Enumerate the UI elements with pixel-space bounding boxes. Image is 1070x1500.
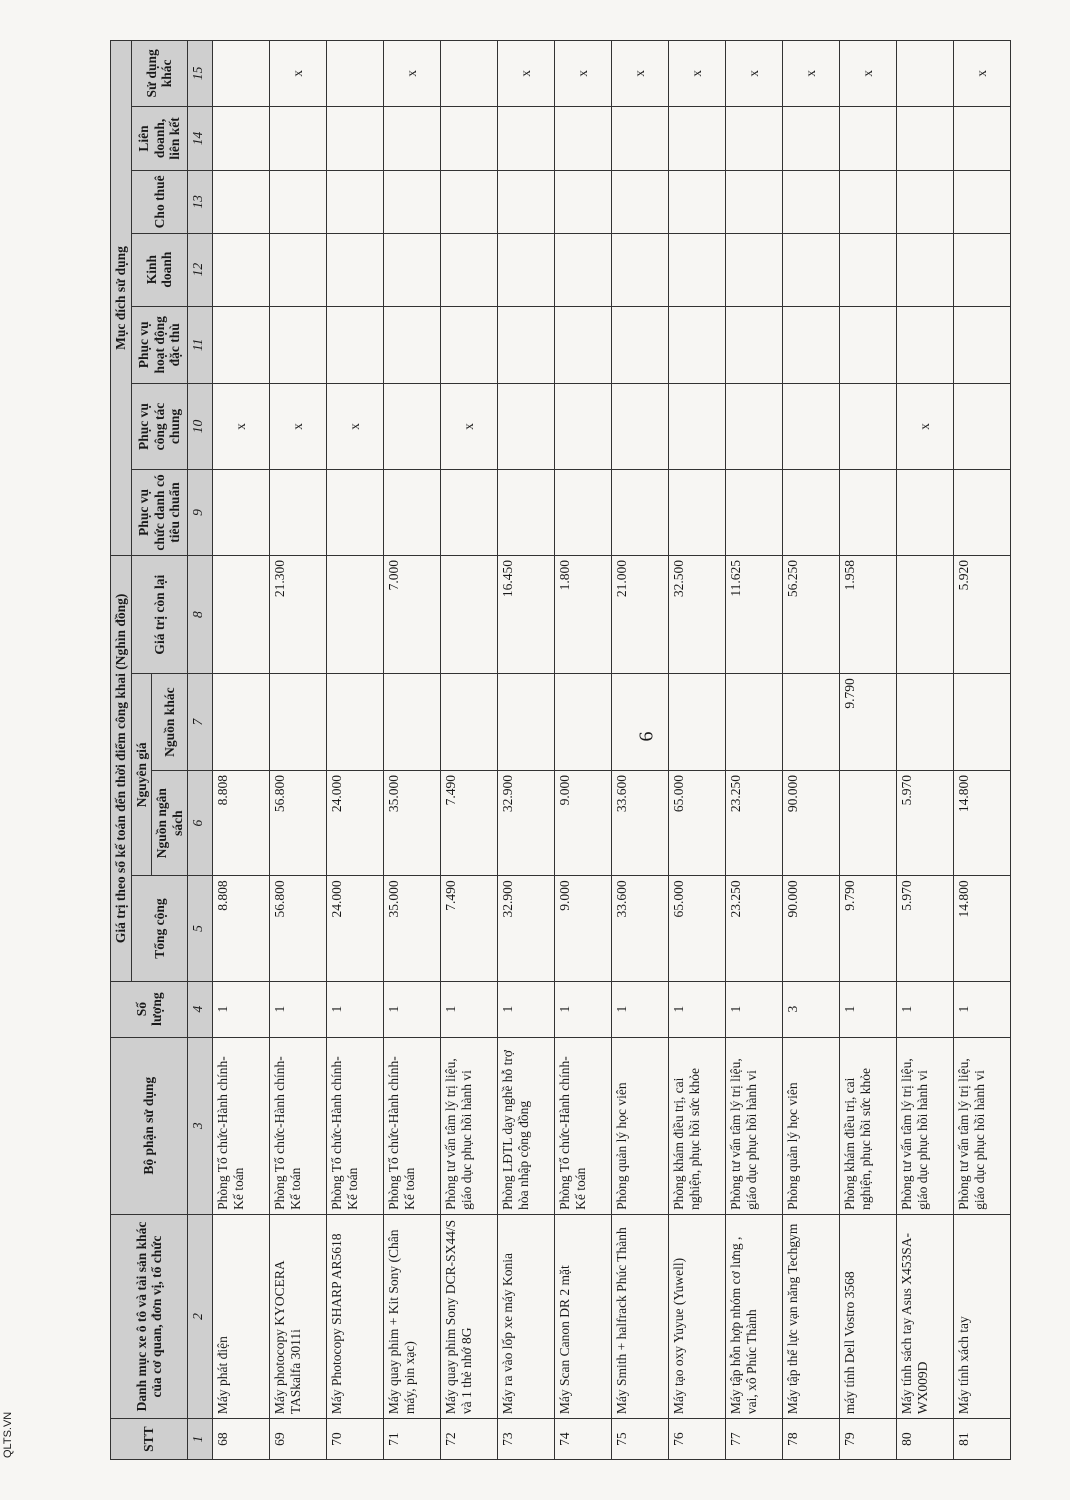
- cell-other-source: [327, 674, 384, 771]
- cell-purpose-other: x: [498, 41, 555, 107]
- cell-purpose-joint-venture: [726, 106, 783, 170]
- col-index: 12: [188, 233, 213, 306]
- cell-quantity: 1: [498, 981, 555, 1037]
- cell-other-source: [669, 674, 726, 771]
- cell-purpose-business: [441, 233, 498, 306]
- cell-asset-name: Máy quay phim + Kit Sony (Chân máy, pin xạc): [384, 1214, 441, 1418]
- cell-total: 7.490: [441, 876, 498, 981]
- cell-purpose-joint-venture: [498, 106, 555, 170]
- col-index: 8: [188, 555, 213, 673]
- cell-purpose-special: [669, 306, 726, 383]
- header-p11: Phục vụ hoạt động đặc thù: [131, 306, 188, 383]
- cell-other-source: [726, 674, 783, 771]
- cell-asset-name: Máy tập thể lực vạn năng Techgym: [783, 1214, 840, 1418]
- cell-remaining-value: 7.000: [384, 555, 441, 673]
- cell-purpose-general: x: [213, 384, 270, 470]
- cell-asset-name: Máy Scan Canon DR 2 mặt: [555, 1214, 612, 1418]
- cell-quantity: 1: [441, 981, 498, 1037]
- cell-asset-name: Máy Photocopy SHARP AR5618: [327, 1214, 384, 1418]
- cell-purpose-lease: [669, 171, 726, 233]
- cell-department: Phòng Tổ chức-Hành chính-Kế toán: [327, 1037, 384, 1214]
- asset-table-frame: [110, 40, 1010, 1460]
- table-row: [612, 41, 669, 1460]
- col-index: 4: [188, 981, 213, 1037]
- header-p15: Sử dụng khác: [131, 41, 188, 107]
- cell-purpose-lease: [840, 171, 897, 233]
- cell-department: Phòng LĐTL dạy nghề hỗ trợ hòa nhập cộng đồng: [498, 1037, 555, 1214]
- col-index: 6: [188, 770, 213, 875]
- cell-other-source: [384, 674, 441, 771]
- cell-remaining-value: [213, 555, 270, 673]
- cell-purpose-special: [384, 306, 441, 383]
- cell-purpose-other: x: [555, 41, 612, 107]
- page-number: 6: [635, 731, 658, 742]
- header-total: Tổng cộng: [131, 876, 188, 981]
- cell-purpose-general: [783, 384, 840, 470]
- cell-purpose-joint-venture: [612, 106, 669, 170]
- cell-asset-name: Máy ra vào lốp xe máy Konia: [498, 1214, 555, 1418]
- header-purpose-group: Mục đích sử dụng: [111, 41, 132, 556]
- cell-purpose-special: [498, 306, 555, 383]
- cell-asset-name: máy tính Dell Vostro 3568: [840, 1214, 897, 1418]
- cell-remaining-value: [327, 555, 384, 673]
- cell-quantity: 1: [726, 981, 783, 1037]
- cell-asset-name: Máy tạo oxy Yuyue (Yuwell): [669, 1214, 726, 1418]
- cell-budget-source: 24.000: [327, 770, 384, 875]
- cell-purpose-general: [954, 384, 1011, 470]
- header-p12: Kinh doanh: [131, 233, 188, 306]
- cell-stt: 78: [783, 1419, 840, 1460]
- cell-stt: 75: [612, 1419, 669, 1460]
- col-index: 9: [188, 470, 213, 556]
- cell-stt: 74: [555, 1419, 612, 1460]
- cell-purpose-business: [897, 233, 954, 306]
- cell-purpose-lease: [270, 171, 327, 233]
- cell-purpose-title: [897, 470, 954, 556]
- cell-purpose-lease: [897, 171, 954, 233]
- cell-total: 35.000: [384, 876, 441, 981]
- cell-purpose-joint-venture: [213, 106, 270, 170]
- cell-remaining-value: 5.920: [954, 555, 1011, 673]
- header-p9: Phục vụ chức danh có tiêu chuẩn: [131, 470, 188, 556]
- cell-asset-name: Máy tính xách tay: [954, 1214, 1011, 1418]
- cell-quantity: 1: [213, 981, 270, 1037]
- col-index: 7: [188, 674, 213, 771]
- cell-purpose-title: [270, 470, 327, 556]
- cell-other-source: [897, 674, 954, 771]
- cell-purpose-general: [384, 384, 441, 470]
- cell-purpose-lease: [441, 171, 498, 233]
- cell-purpose-business: [384, 233, 441, 306]
- table-row: [441, 41, 498, 1460]
- header-remaining: Giá trị còn lại: [131, 555, 188, 673]
- cell-purpose-other: x: [612, 41, 669, 107]
- cell-other-source: [954, 674, 1011, 771]
- table-row: [555, 41, 612, 1460]
- cell-asset-name: Máy quay phim Sony DCR-SX44/S và 1 thẻ nhớ 8G: [441, 1214, 498, 1418]
- cell-purpose-joint-venture: [897, 106, 954, 170]
- cell-remaining-value: 32.500: [669, 555, 726, 673]
- cell-remaining-value: 1.958: [840, 555, 897, 673]
- cell-purpose-title: [840, 470, 897, 556]
- cell-purpose-business: [669, 233, 726, 306]
- cell-purpose-joint-venture: [327, 106, 384, 170]
- cell-asset-name: Máy tính sách tay Asus X453SA-WX009D: [897, 1214, 954, 1418]
- cell-purpose-other: x: [384, 41, 441, 107]
- table-row: [669, 41, 726, 1460]
- cell-purpose-business: [555, 233, 612, 306]
- cell-remaining-value: [897, 555, 954, 673]
- cell-purpose-lease: [726, 171, 783, 233]
- cell-department: Phòng Tổ chức-Hành chính-Kế toán: [213, 1037, 270, 1214]
- cell-total: 5.970: [897, 876, 954, 981]
- cell-total: 65.000: [669, 876, 726, 981]
- cell-purpose-other: x: [270, 41, 327, 107]
- cell-purpose-business: [612, 233, 669, 306]
- cell-quantity: 1: [954, 981, 1011, 1037]
- cell-purpose-special: [327, 306, 384, 383]
- cell-quantity: 1: [555, 981, 612, 1037]
- cell-purpose-general: [726, 384, 783, 470]
- header-p13: Cho thuê: [131, 171, 188, 233]
- cell-purpose-joint-venture: [384, 106, 441, 170]
- cell-stt: 72: [441, 1419, 498, 1460]
- cell-purpose-other: [213, 41, 270, 107]
- cell-purpose-general: x: [270, 384, 327, 470]
- cell-purpose-business: [840, 233, 897, 306]
- cell-purpose-business: [498, 233, 555, 306]
- cell-department: Phòng khám điều trị, cai nghiện, phục hồi sức khỏe: [840, 1037, 897, 1214]
- table-row: [726, 41, 783, 1460]
- cell-purpose-title: [612, 470, 669, 556]
- header-value-group: Giá trị theo sổ kế toán đến thời điểm công khai (Nghìn đồng): [111, 555, 132, 981]
- cell-stt: 70: [327, 1419, 384, 1460]
- cell-department: Phòng Tổ chức-Hành chính-Kế toán: [270, 1037, 327, 1214]
- cell-purpose-title: [783, 470, 840, 556]
- cell-purpose-lease: [783, 171, 840, 233]
- cell-budget-source: 65.000: [669, 770, 726, 875]
- cell-purpose-joint-venture: [555, 106, 612, 170]
- cell-budget-source: 32.900: [498, 770, 555, 875]
- cell-purpose-general: x: [897, 384, 954, 470]
- cell-purpose-special: [840, 306, 897, 383]
- cell-purpose-general: [840, 384, 897, 470]
- col-index: 2: [188, 1214, 213, 1418]
- cell-other-source: [498, 674, 555, 771]
- cell-purpose-special: [783, 306, 840, 383]
- cell-stt: 79: [840, 1419, 897, 1460]
- cell-purpose-lease: [213, 171, 270, 233]
- cell-total: 24.000: [327, 876, 384, 981]
- cell-other-source: [783, 674, 840, 771]
- cell-budget-source: 90.000: [783, 770, 840, 875]
- header-name: Danh mục xe ô tô và tài sản khác của cơ quan, đơn vị, tổ chức: [111, 1214, 188, 1418]
- col-index: 14: [188, 106, 213, 170]
- cell-stt: 71: [384, 1419, 441, 1460]
- cell-purpose-other: x: [954, 41, 1011, 107]
- cell-purpose-title: [498, 470, 555, 556]
- cell-purpose-business: [270, 233, 327, 306]
- cell-asset-name: Máy phát điện: [213, 1214, 270, 1418]
- cell-department: Phòng tư vấn tâm lý trị liệu, giáo dục phục hồi hành vi: [726, 1037, 783, 1214]
- cell-purpose-lease: [555, 171, 612, 233]
- cell-remaining-value: 21.300: [270, 555, 327, 673]
- cell-budget-source: 23.250: [726, 770, 783, 875]
- col-index: 10: [188, 384, 213, 470]
- cell-quantity: 1: [669, 981, 726, 1037]
- cell-purpose-special: [954, 306, 1011, 383]
- cell-stt: 76: [669, 1419, 726, 1460]
- cell-stt: 68: [213, 1419, 270, 1460]
- cell-purpose-special: [555, 306, 612, 383]
- cell-purpose-title: [954, 470, 1011, 556]
- cell-department: Phòng Tổ chức-Hành chính-Kế toán: [384, 1037, 441, 1214]
- cell-total: 9.000: [555, 876, 612, 981]
- cell-asset-name: Máy tập hỗn hợp nhóm cơ lưng , vai, xô Phúc Thành: [726, 1214, 783, 1418]
- header-p14: Liên doanh, liên kết: [131, 106, 188, 170]
- cell-purpose-joint-venture: [783, 106, 840, 170]
- cell-purpose-other: [327, 41, 384, 107]
- cell-budget-source: 33.600: [612, 770, 669, 875]
- header-dept: Bộ phận sử dụng: [111, 1037, 188, 1214]
- cell-purpose-general: [498, 384, 555, 470]
- table-row: [327, 41, 384, 1460]
- cell-budget-source: 7.490: [441, 770, 498, 875]
- cell-budget-source: 5.970: [897, 770, 954, 875]
- cell-stt: 69: [270, 1419, 327, 1460]
- cell-remaining-value: [441, 555, 498, 673]
- cell-other-source: [441, 674, 498, 771]
- cell-purpose-other: x: [726, 41, 783, 107]
- cell-purpose-other: x: [783, 41, 840, 107]
- cell-purpose-title: [669, 470, 726, 556]
- cell-department: Phòng tư vấn tâm lý trị liệu, giáo dục phục hồi hành vi: [897, 1037, 954, 1214]
- cell-budget-source: 35.000: [384, 770, 441, 875]
- cell-purpose-title: [726, 470, 783, 556]
- cell-quantity: 3: [783, 981, 840, 1037]
- cell-purpose-special: [612, 306, 669, 383]
- cell-quantity: 1: [897, 981, 954, 1037]
- cell-purpose-title: [441, 470, 498, 556]
- cell-budget-source: 9.000: [555, 770, 612, 875]
- cell-purpose-joint-venture: [954, 106, 1011, 170]
- table-row: [783, 41, 840, 1460]
- cell-budget-source: 14.800: [954, 770, 1011, 875]
- cell-purpose-business: [327, 233, 384, 306]
- header-other-source: Nguồn khác: [152, 674, 188, 771]
- cell-remaining-value: 56.250: [783, 555, 840, 673]
- cell-purpose-special: [213, 306, 270, 383]
- cell-total: 23.250: [726, 876, 783, 981]
- table-row: [954, 41, 1011, 1460]
- cell-purpose-business: [726, 233, 783, 306]
- cell-other-source: [612, 674, 669, 771]
- cell-other-source: [270, 674, 327, 771]
- cell-purpose-other: x: [669, 41, 726, 107]
- table-row: [270, 41, 327, 1460]
- cell-purpose-general: x: [327, 384, 384, 470]
- cell-total: 56.800: [270, 876, 327, 981]
- cell-department: Phòng quản lý học viên: [612, 1037, 669, 1214]
- header-stt: STT: [111, 1419, 188, 1460]
- cell-asset-name: Máy Smith + halfrack Phúc Thành: [612, 1214, 669, 1418]
- cell-budget-source: [840, 770, 897, 875]
- cell-purpose-other: [441, 41, 498, 107]
- header-budget: Nguồn ngân sách: [152, 770, 188, 875]
- cell-purpose-general: [669, 384, 726, 470]
- header-original: Nguyên giá: [131, 674, 152, 876]
- cell-stt: 77: [726, 1419, 783, 1460]
- cell-total: 90.000: [783, 876, 840, 981]
- cell-remaining-value: 11.625: [726, 555, 783, 673]
- cell-budget-source: 8.808: [213, 770, 270, 875]
- cell-other-source: [213, 674, 270, 771]
- header-p10: Phục vụ công tác chung: [131, 384, 188, 470]
- cell-total: 33.600: [612, 876, 669, 981]
- cell-purpose-joint-venture: [270, 106, 327, 170]
- cell-quantity: 1: [384, 981, 441, 1037]
- col-index: 3: [188, 1037, 213, 1214]
- cell-stt: 73: [498, 1419, 555, 1460]
- cell-total: 32.900: [498, 876, 555, 981]
- table-row: [213, 41, 270, 1460]
- cell-purpose-general: [555, 384, 612, 470]
- cell-department: Phòng tư vấn tâm lý trị liệu, giáo dục phục hồi hành vi: [954, 1037, 1011, 1214]
- cell-quantity: 1: [327, 981, 384, 1037]
- cell-purpose-title: [327, 470, 384, 556]
- cell-department: Phòng tư vấn tâm lý trị liệu, giáo dục phục hồi hành vi: [441, 1037, 498, 1214]
- cell-purpose-title: [555, 470, 612, 556]
- cell-total: 8.808: [213, 876, 270, 981]
- col-index: 5: [188, 876, 213, 981]
- cell-other-source: [555, 674, 612, 771]
- cell-purpose-lease: [954, 171, 1011, 233]
- cell-stt: 81: [954, 1419, 1011, 1460]
- cell-purpose-general: [612, 384, 669, 470]
- cell-purpose-business: [783, 233, 840, 306]
- col-index: 15: [188, 41, 213, 107]
- cell-purpose-special: [441, 306, 498, 383]
- table-row: [498, 41, 555, 1460]
- cell-purpose-special: [270, 306, 327, 383]
- cell-quantity: 1: [270, 981, 327, 1037]
- table-row: [384, 41, 441, 1460]
- cell-purpose-general: x: [441, 384, 498, 470]
- cell-purpose-lease: [612, 171, 669, 233]
- cell-purpose-lease: [327, 171, 384, 233]
- cell-purpose-business: [954, 233, 1011, 306]
- header-qty: Số lượng: [111, 981, 188, 1037]
- cell-budget-source: 56.800: [270, 770, 327, 875]
- cell-purpose-special: [897, 306, 954, 383]
- watermark: QLTS.VN: [2, 1411, 14, 1458]
- table-row: [897, 41, 954, 1460]
- column-index-row: [188, 41, 213, 1460]
- col-index: 11: [188, 306, 213, 383]
- cell-purpose-other: x: [840, 41, 897, 107]
- table-row: [840, 41, 897, 1460]
- cell-stt: 80: [897, 1419, 954, 1460]
- cell-purpose-lease: [384, 171, 441, 233]
- cell-other-source: 9.790: [840, 674, 897, 771]
- cell-purpose-title: [213, 470, 270, 556]
- cell-quantity: 1: [612, 981, 669, 1037]
- cell-total: 9.790: [840, 876, 897, 981]
- cell-purpose-business: [213, 233, 270, 306]
- cell-quantity: 1: [840, 981, 897, 1037]
- cell-remaining-value: 1.800: [555, 555, 612, 673]
- cell-purpose-title: [384, 470, 441, 556]
- cell-purpose-joint-venture: [441, 106, 498, 170]
- cell-purpose-joint-venture: [669, 106, 726, 170]
- cell-department: Phòng quản lý học viên: [783, 1037, 840, 1214]
- cell-department: Phòng khám điều trị, cai nghiện, phục hồi sức khỏe: [669, 1037, 726, 1214]
- cell-purpose-joint-venture: [840, 106, 897, 170]
- col-index: 13: [188, 171, 213, 233]
- cell-asset-name: Máy photocopy KYOCERA TASkalfa 3011i: [270, 1214, 327, 1418]
- asset-table: [110, 40, 1011, 1460]
- cell-purpose-other: [897, 41, 954, 107]
- cell-remaining-value: 16.450: [498, 555, 555, 673]
- cell-purpose-special: [726, 306, 783, 383]
- cell-remaining-value: 21.000: [612, 555, 669, 673]
- col-index: 1: [188, 1419, 213, 1460]
- cell-total: 14.800: [954, 876, 1011, 981]
- cell-department: Phòng Tổ chức-Hành chính-Kế toán: [555, 1037, 612, 1214]
- cell-purpose-lease: [498, 171, 555, 233]
